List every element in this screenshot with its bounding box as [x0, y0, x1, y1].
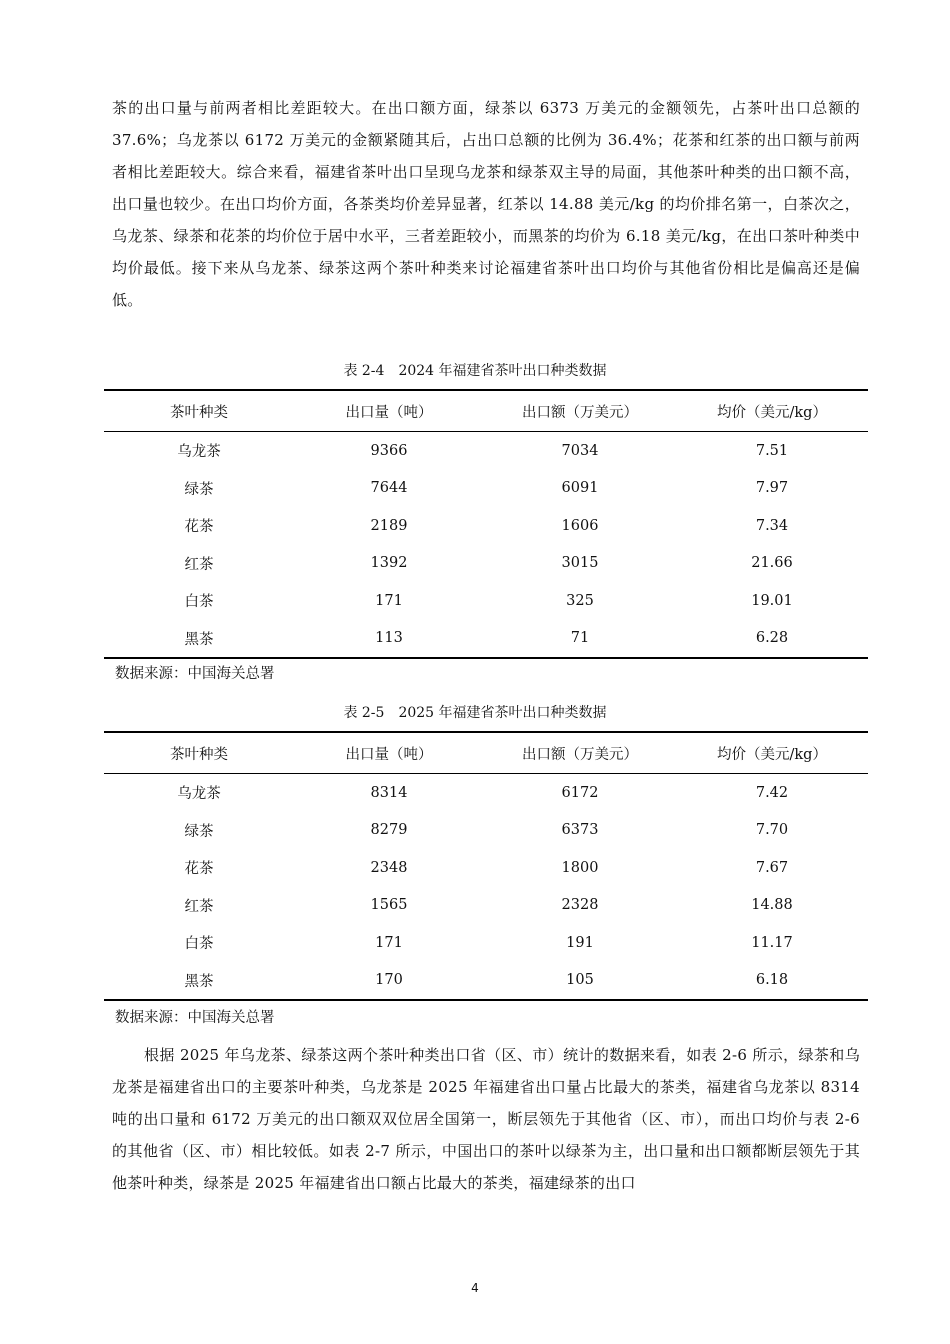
table-cell: 黑茶	[104, 962, 294, 1001]
paragraph-bottom: 根据 2025 年乌龙茶、绿茶这两个茶叶种类出口省（区、市）统计的数据来看，如表 2-6 所示，绿茶和乌龙茶是福建省出口的主要茶叶种类，乌龙茶是 2025 年福建省出口量占比最大的茶类，福建省乌龙茶以 8314 吨的出口量和 6172 万美元的出口额双双位居全国第一，断层领先于其他省（区、市），而出口均价与表 2-6 的其他省（区、市）相比较低。如表 2-7 所示，中国出口的茶叶以绿茶为主，出口量和出口额都断层领先于其他茶叶种类，绿茶是 2025 年福建省出口额占比最大的茶类，福建绿茶的出口	[112, 1046, 860, 1192]
table-cell: 7.67	[755, 859, 789, 876]
table-cell: 6091	[561, 480, 599, 497]
table-row	[104, 924, 868, 962]
table-cell: 2348	[370, 859, 408, 876]
table-cell: 绿茶	[184, 823, 214, 840]
data-table	[104, 389, 868, 659]
table-row	[104, 545, 868, 583]
paragraph-top: 茶的出口量与前两者相比差距较大。在出口额方面，绿茶以 6373 万美元的金额领先，占茶叶出口总额的 37.6%；乌龙茶以 6172 万美元的金额紧随其后，占出口总额的比例为 36.4%；花茶和红茶的出口额与前两者相比差距较大。综合来看，福建省茶叶出口呈现乌龙茶和绿茶双主导的局面，其他茶叶种类的出口额不高，出口量也较少。在出口均价方面，各茶类均价差异显著，红茶以 14.88 美元/kg 的均价排名第一，白茶次之，乌龙茶、绿茶和花茶的均价位于居中水平，三者差距较小，而黑茶的均价为 6.18 美元/kg，在出口茶叶种类中均价最低。接下来从乌龙茶、绿茶这两个茶叶种类来讨论福建省茶叶出口均价与其他省份相比是偏高还是偏低。	[112, 99, 860, 309]
table-cell: 19.01	[751, 592, 793, 609]
table-header-cell: 均价（美元/kg）	[676, 732, 868, 774]
table-cell: 171	[375, 934, 403, 951]
table-cell: 113	[294, 620, 484, 659]
table-header-cell: 出口额（万美元）	[484, 732, 676, 774]
table-cell: 白茶	[184, 936, 214, 953]
table-header-cell: 出口量（吨）	[294, 390, 484, 432]
table-cell: 170	[294, 962, 484, 1001]
table-cell: 绿茶	[184, 481, 214, 498]
table-cell: 14.88	[751, 897, 793, 914]
table-cell: 1606	[561, 517, 599, 534]
table-cell: 191	[566, 934, 594, 951]
table-cell: 7.70	[755, 822, 789, 839]
table-cell: 11.17	[751, 934, 793, 951]
page-number: 4	[471, 1281, 479, 1295]
table-header-cell: 均价（美元/kg）	[676, 390, 868, 432]
table-cell: 9366	[370, 442, 408, 459]
table-cell: 黑茶	[104, 620, 294, 659]
table-cell: 红茶	[184, 898, 214, 915]
table-cell: 6373	[561, 822, 599, 839]
table-cell: 1565	[370, 897, 408, 914]
table-header-cell: 茶叶种类	[104, 390, 294, 432]
table-cell: 21.66	[751, 555, 793, 572]
table-row	[104, 620, 868, 659]
data-table	[104, 731, 868, 1001]
table-cell: 105	[484, 962, 676, 1001]
table-caption: 表 2-5 2025 年福建省茶叶出口种类数据	[343, 705, 607, 721]
table-cell: 7034	[561, 442, 599, 459]
table-cell: 乌龙茶	[177, 444, 221, 461]
table-cell: 3015	[561, 555, 599, 572]
table-row	[104, 507, 868, 545]
table-cell: 171	[375, 592, 403, 609]
table-row	[104, 812, 868, 850]
table-caption: 表 2-4 2024 年福建省茶叶出口种类数据	[343, 363, 607, 379]
table-cell: 乌龙茶	[177, 786, 221, 803]
table-row	[104, 849, 868, 887]
table-row	[104, 774, 868, 812]
table-cell: 8279	[370, 822, 408, 839]
table-header-cell: 茶叶种类	[104, 732, 294, 774]
table-cell: 红茶	[184, 556, 214, 573]
table-cell: 6172	[561, 784, 599, 801]
table-cell: 6.28	[676, 620, 868, 659]
table-header-row	[104, 390, 868, 432]
table-source-note: 数据来源：中国海关总署	[115, 1010, 275, 1026]
table-cell: 1392	[370, 555, 408, 572]
table-cell: 1800	[561, 859, 599, 876]
table-header-cell: 出口额（万美元）	[484, 390, 676, 432]
table-cell: 2189	[370, 517, 408, 534]
table-row	[104, 962, 868, 1001]
table-cell: 71	[484, 620, 676, 659]
table-cell: 6.18	[676, 962, 868, 1001]
table-source-note: 数据来源：中国海关总署	[115, 666, 275, 682]
table-cell: 白茶	[184, 594, 214, 611]
table-cell: 7644	[370, 480, 408, 497]
table-row	[104, 887, 868, 925]
table-cell: 7.42	[755, 784, 789, 801]
table-row	[104, 582, 868, 620]
table-cell: 7.34	[755, 517, 789, 534]
table-cell: 7.97	[755, 480, 789, 497]
table-header-row	[104, 732, 868, 774]
table-row	[104, 470, 868, 508]
table-cell: 7.51	[755, 442, 789, 459]
table-cell: 花茶	[184, 861, 214, 878]
table-cell: 325	[566, 592, 594, 609]
table-row	[104, 432, 868, 470]
table-header-cell: 出口量（吨）	[294, 732, 484, 774]
table-cell: 2328	[561, 897, 599, 914]
table-cell: 8314	[370, 784, 408, 801]
table-cell: 花茶	[184, 519, 214, 536]
